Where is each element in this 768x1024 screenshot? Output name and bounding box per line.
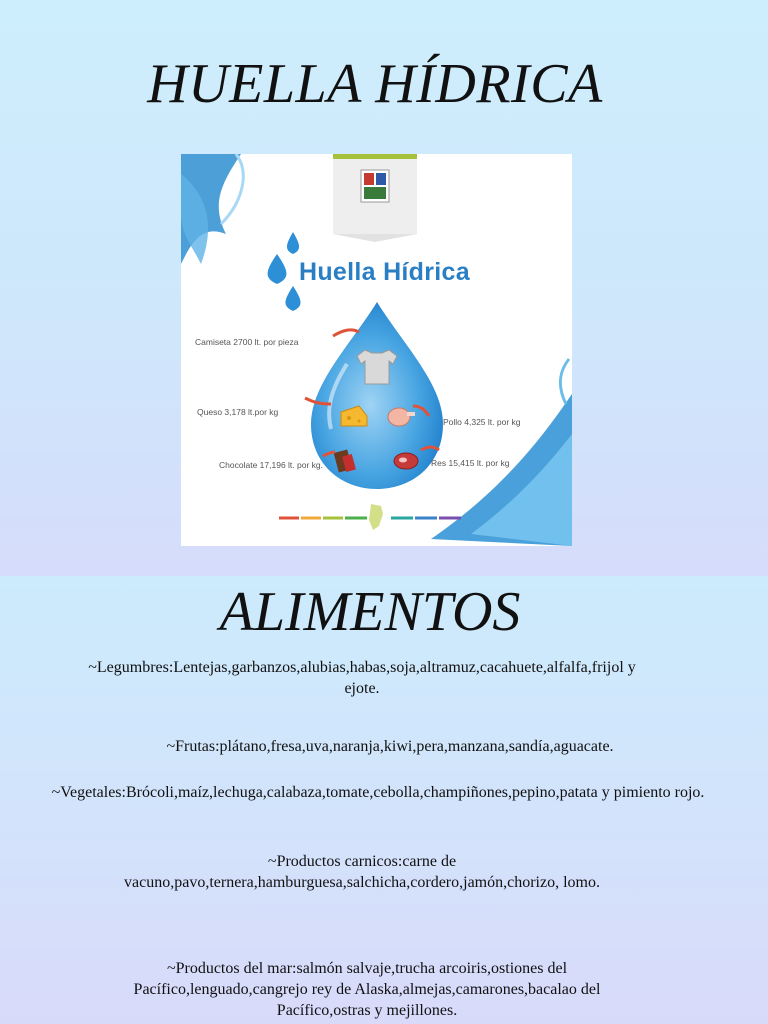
infographic-title: Huella Hídrica	[299, 258, 470, 286]
paragraph-vegetales: ~Vegetales:Brócoli,maíz,lechuga,calabaza,tomate,cebolla,champiñones,pepino,patata y pimiento rojo.	[51, 784, 705, 801]
page-title: HUELLA HÍDRICA	[147, 53, 603, 115]
paragraph-frutas: ~Frutas:plátano,fresa,uva,naranja,kiwi,pera,manzana,sandía,aguacate.	[166, 738, 614, 755]
paragraph-productos-del-mar: ~Productos del mar:salmón salvaje,trucha arcoiris,ostiones del Pacífico,lenguado,cangrejo rey de Alaska,almejas,camarones,bacalao del Pacífico,ostras y mejillones.	[133, 960, 601, 1019]
beef-icon	[394, 453, 418, 469]
cheese-label: Queso 3,178 lt.por kg	[197, 407, 279, 417]
drop-icon-small-1	[287, 232, 299, 254]
section-title: ALIMENTOS	[219, 581, 521, 643]
chocolate-label: Chocolate 17,196 lt. por kg.	[219, 460, 323, 470]
drop-icon-small-2	[268, 254, 287, 284]
drop-icon-small-3	[285, 286, 300, 311]
huella-hidrica-infographic	[181, 154, 572, 546]
chicken-label: Pollo 4,325 lt. por kg	[443, 417, 521, 427]
paragraph-productos-carnicos: ~Productos carnicos:carne de vacuno,pavo,ternera,hamburguesa,salchicha,cordero,jamón,chorizo, lomo.	[124, 853, 600, 891]
beef-label: Res 15,415 lt. por kg	[431, 458, 510, 468]
paragraph-legumbres: ~Legumbres:Lentejas,garbanzos,alubias,habas,soja,altramuz,cacahuete,alfalfa,frijol y ejote.	[88, 659, 636, 697]
shirt-label: Camiseta 2700 lt. por pieza	[195, 337, 299, 347]
infographic-artwork	[181, 154, 572, 546]
state-map-icon	[369, 504, 383, 530]
